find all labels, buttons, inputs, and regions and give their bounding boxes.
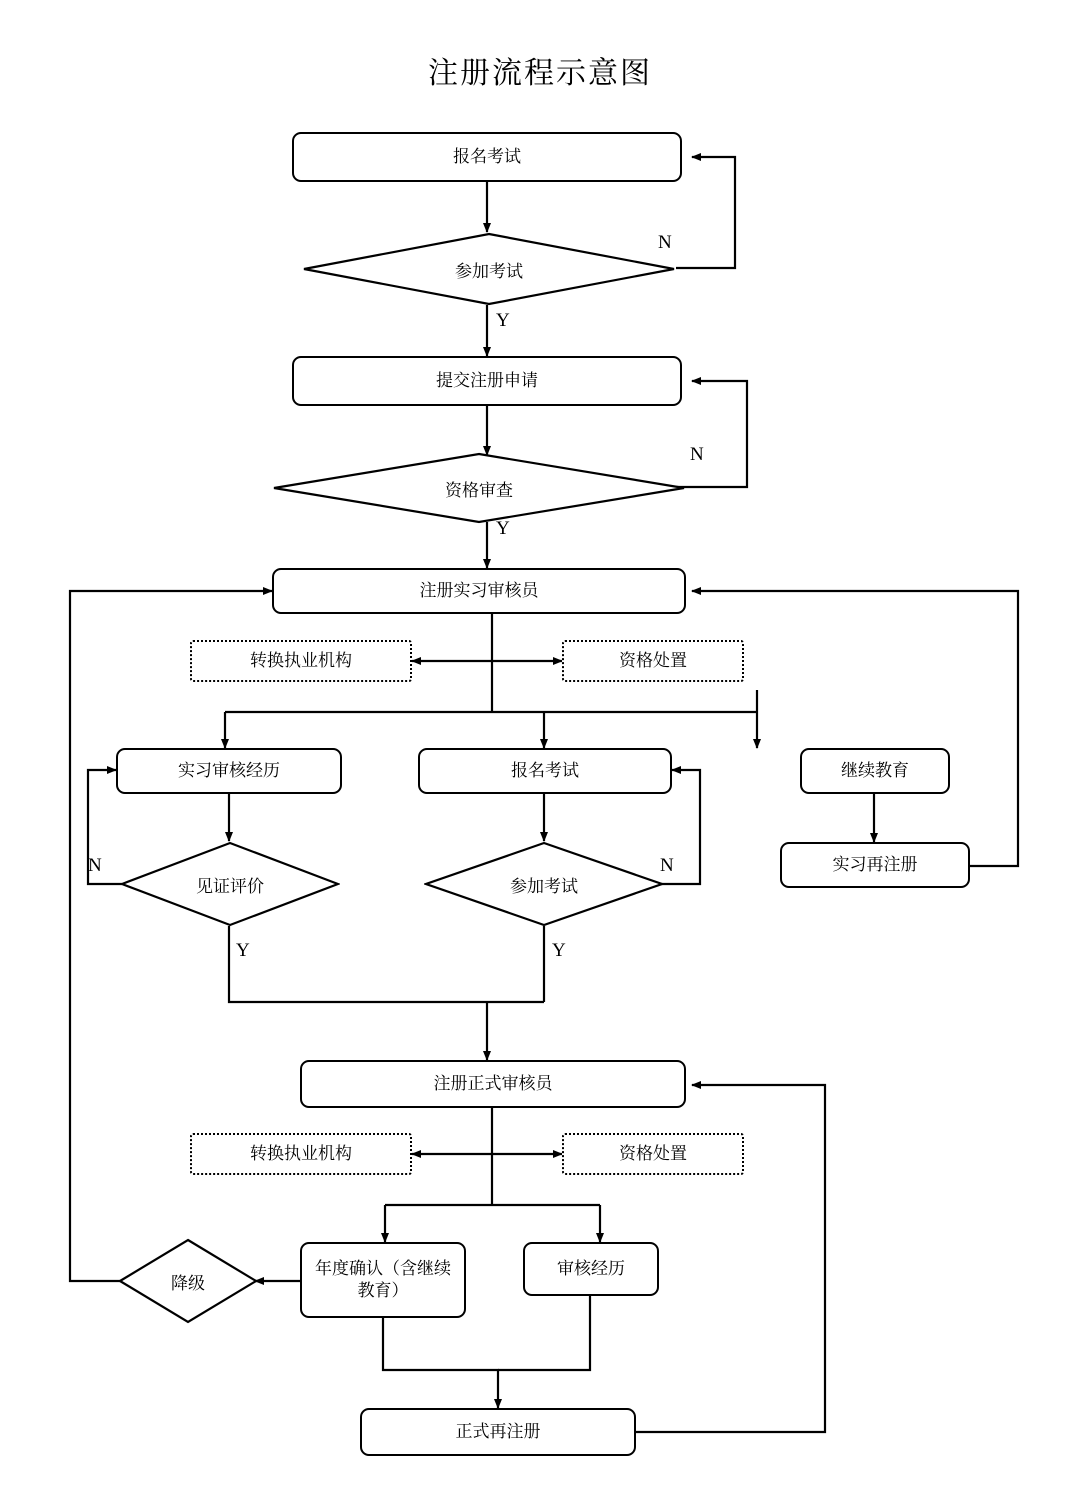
page-title: 注册流程示意图 (428, 57, 652, 90)
node-formal-reregister[interactable] (360, 1408, 636, 1456)
node-label: 正式再注册 (455, 1421, 541, 1441)
node-label: 提交注册申请 (436, 370, 538, 390)
node-label: 注册实习审核员 (419, 580, 539, 600)
node-label: 降级 (171, 1273, 205, 1293)
node-switch-org-2[interactable] (190, 1133, 412, 1175)
node-qualification-disposal-1[interactable] (562, 640, 744, 682)
node-label: 审核经历 (557, 1258, 625, 1278)
node-register-intern-auditor[interactable] (272, 568, 686, 614)
node-downgrade[interactable] (118, 1238, 258, 1324)
node-qualification-review[interactable] (272, 452, 686, 524)
node-label: 继续教育 (841, 760, 909, 780)
node-take-exam-2[interactable] (424, 841, 664, 927)
node-witness-evaluation[interactable] (120, 841, 340, 927)
edge-label-n4: N (660, 855, 674, 876)
edge-label-y1: Y (496, 310, 510, 331)
edge-label-y3: Y (236, 940, 250, 961)
node-label: 年度确认（含继续教育） (315, 1258, 451, 1300)
node-intern-audit-experience[interactable] (116, 748, 342, 794)
node-qualification-disposal-2[interactable] (562, 1133, 744, 1175)
node-label: 参加考试 (455, 261, 523, 281)
node-label: 实习再注册 (832, 854, 918, 874)
node-label: 资格审查 (445, 480, 513, 500)
node-audit-experience[interactable] (523, 1242, 659, 1296)
node-label: 报名考试 (511, 760, 579, 780)
node-label: 参加考试 (510, 876, 578, 896)
node-annual-confirmation[interactable] (300, 1242, 466, 1318)
node-label: 转换执业机构 (250, 650, 352, 670)
edge-label-n1: N (658, 232, 672, 253)
node-label: 见证评价 (196, 876, 264, 896)
node-apply-exam-1[interactable] (292, 132, 682, 182)
node-register-formal-auditor[interactable] (300, 1060, 686, 1108)
node-submit-registration[interactable] (292, 356, 682, 406)
edge-label-n2: N (690, 444, 704, 465)
node-label: 注册正式审核员 (433, 1073, 553, 1093)
node-switch-org-1[interactable] (190, 640, 412, 682)
edge-label-y4: Y (552, 940, 566, 961)
node-continuing-education[interactable] (800, 748, 950, 794)
node-take-exam-1[interactable] (302, 232, 676, 306)
edge-label-y2: Y (496, 518, 510, 539)
edge-label-n3: N (88, 855, 102, 876)
node-label: 报名考试 (453, 146, 521, 166)
node-label: 资格处置 (619, 1143, 687, 1163)
node-intern-reregister[interactable] (780, 842, 970, 888)
node-label: 转换执业机构 (250, 1143, 352, 1163)
node-apply-exam-2[interactable] (418, 748, 672, 794)
node-label: 实习审核经历 (178, 760, 280, 780)
node-label: 资格处置 (619, 650, 687, 670)
